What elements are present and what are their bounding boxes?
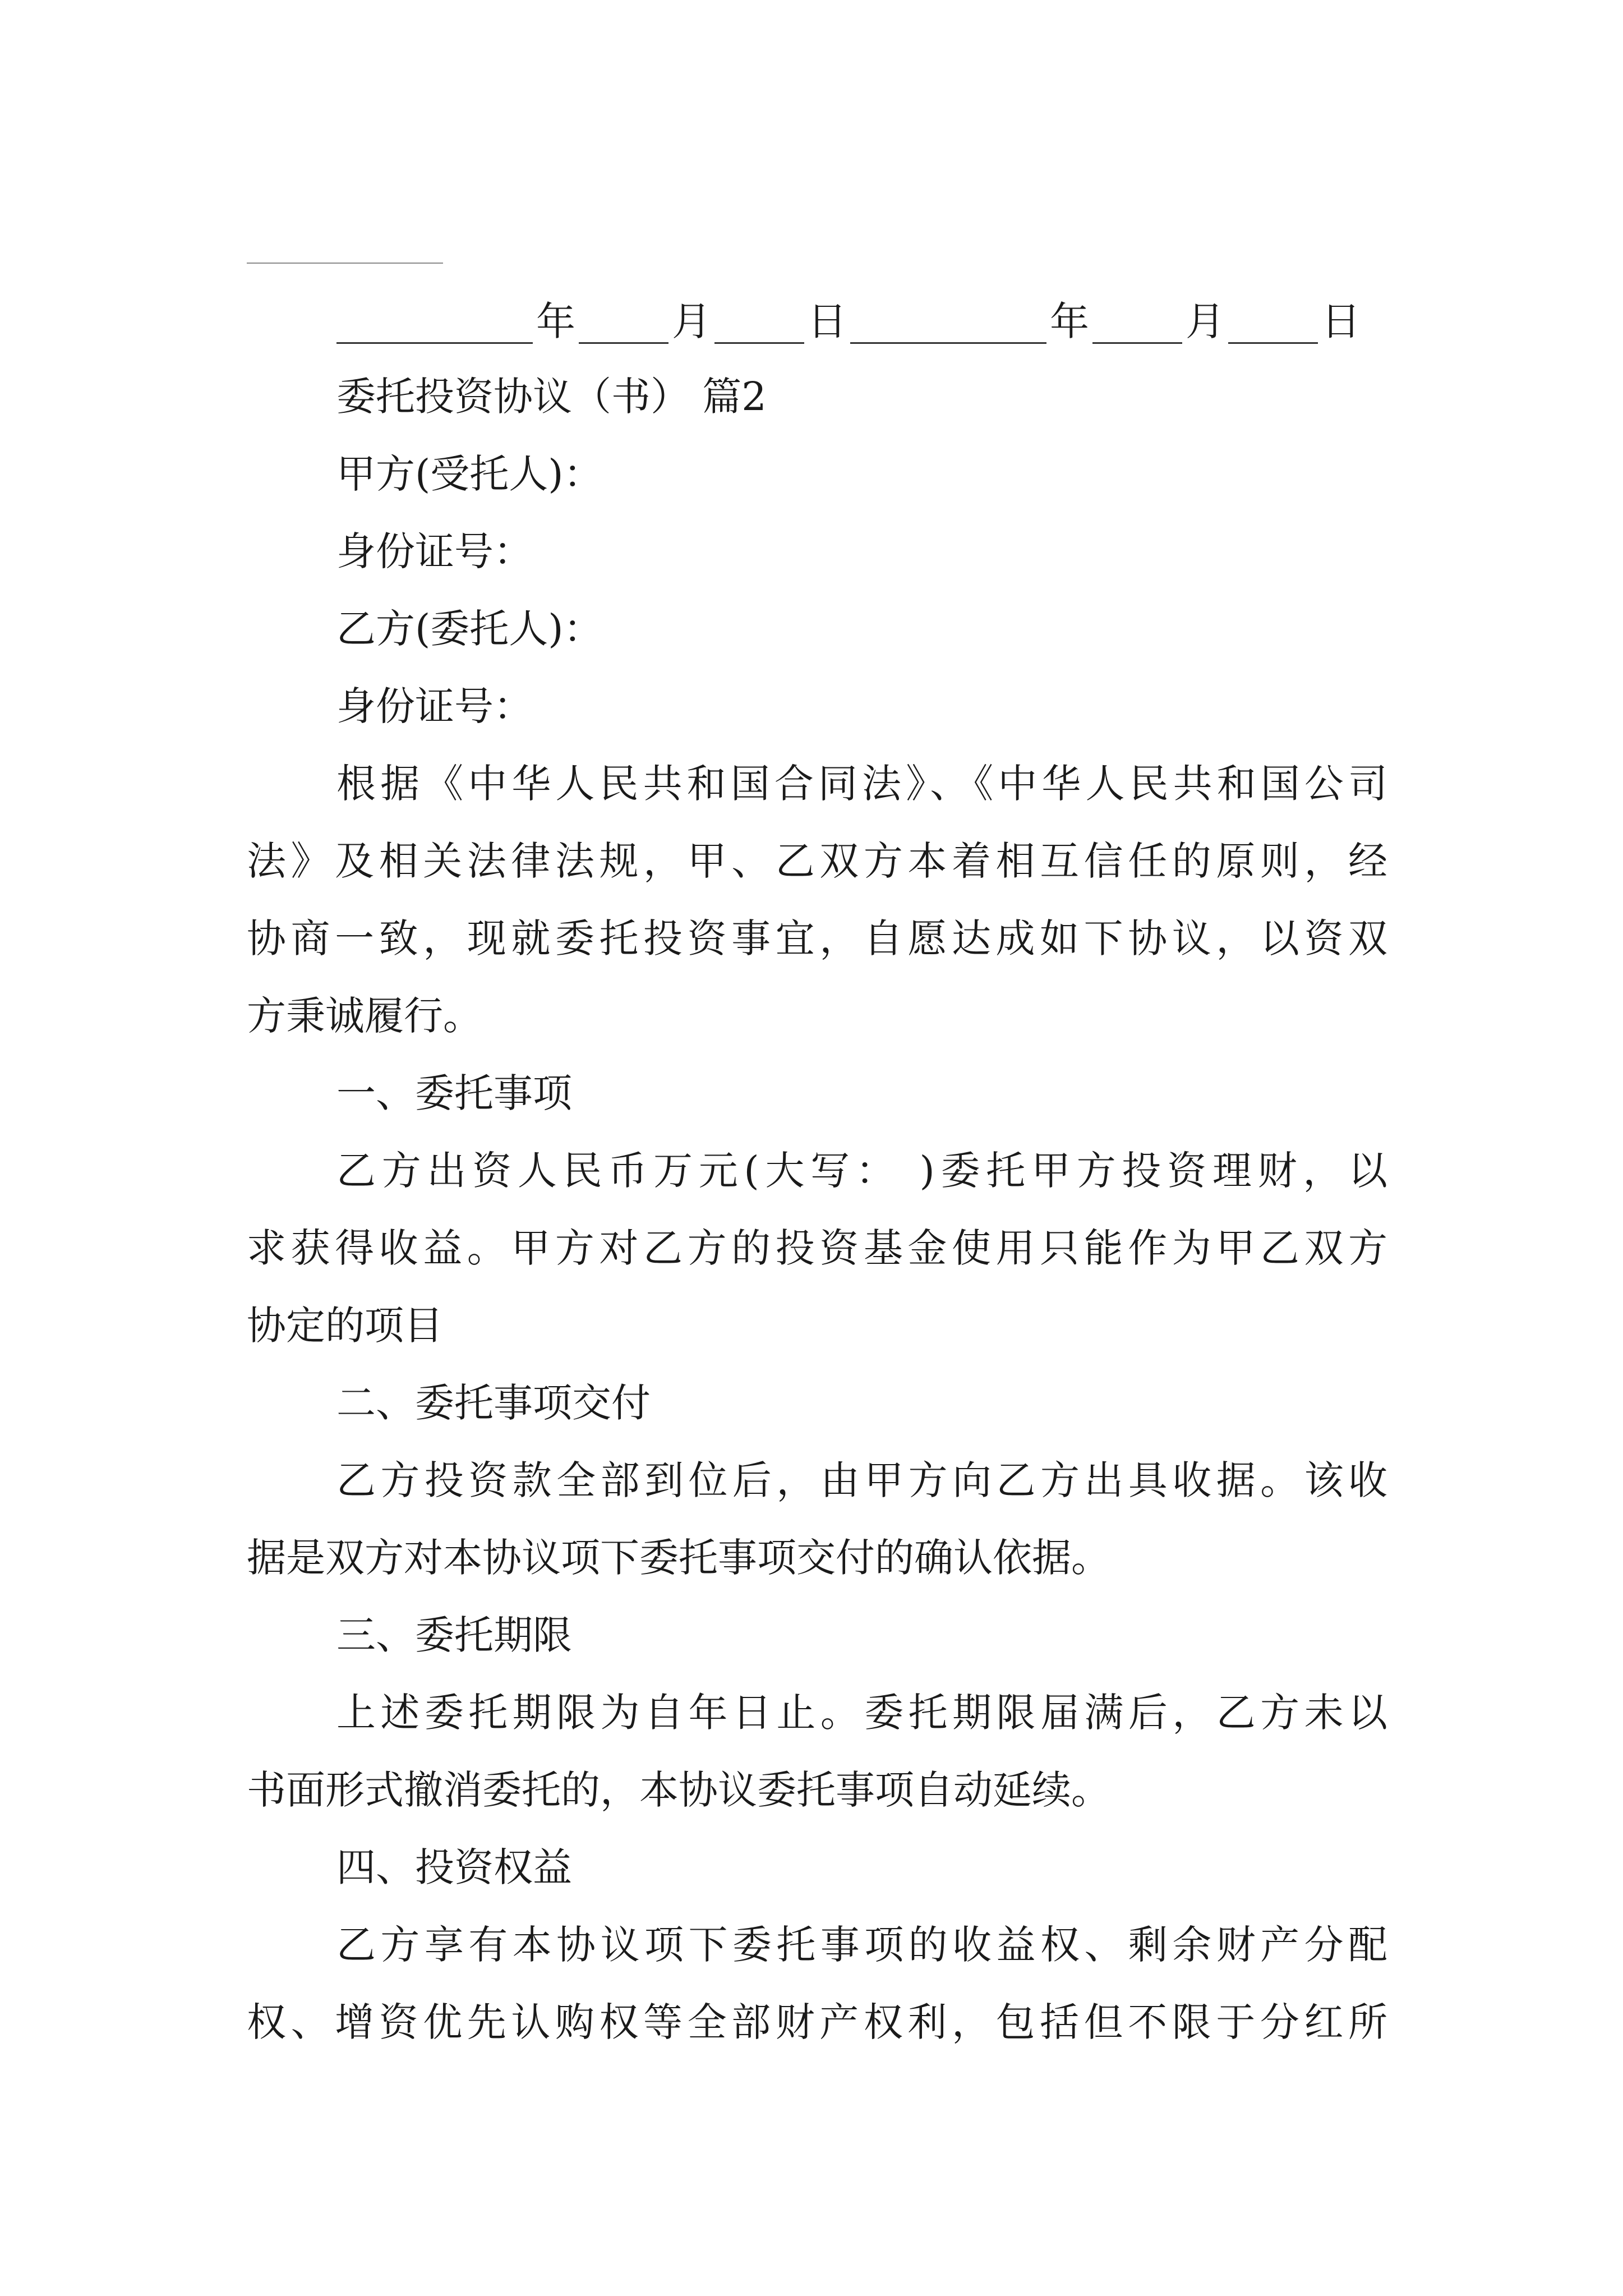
day-label: 日	[1321, 298, 1361, 344]
preamble-line: 根据《中华人民共和国合同法》、《中华人民共和国公司	[336, 761, 1387, 807]
paragraph-line: 乙方投资款全部到位后，由甲方向乙方出具收据。该收	[336, 1457, 1387, 1503]
day-label: 日	[808, 298, 847, 344]
preamble-line: 方秉诚履行。	[247, 993, 482, 1039]
party-a-id-label: 身份证号：	[336, 528, 533, 574]
year-label: 年	[1050, 298, 1089, 344]
preamble-line: 法》及相关法律法规，甲、乙双方本着相互信任的原则，经	[247, 838, 1387, 884]
header-rule	[247, 263, 443, 264]
day-blank	[1228, 305, 1318, 344]
month-label: 月	[672, 298, 711, 344]
year-label: 年	[536, 298, 575, 344]
paragraph-line: 协定的项目	[247, 1303, 443, 1349]
month-blank	[1092, 305, 1182, 344]
section-heading: 三、委托期限	[336, 1612, 572, 1658]
section-heading: 一、委托事项	[336, 1070, 572, 1116]
paragraph-line: 乙方出资人民币万元(大写： )委托甲方投资理财，以	[336, 1148, 1387, 1194]
document-title: 委托投资协议（书） 篇2	[336, 374, 767, 420]
paragraph-line: 上述委托期限为自年日止。委托期限届满后，乙方未以	[336, 1690, 1387, 1736]
paragraph-line: 书面形式撤消委托的，本协议委托事项自动延续。	[247, 1767, 1110, 1813]
day-blank	[714, 305, 804, 344]
party-b-label: 乙方(委托人)：	[336, 606, 603, 652]
year-blank	[336, 305, 533, 344]
party-b-id-label: 身份证号：	[336, 683, 533, 729]
signature-date-row	[336, 299, 1364, 344]
paragraph-line: 乙方享有本协议项下委托事项的收益权、剩余财产分配	[336, 1922, 1387, 1968]
month-blank	[579, 305, 668, 344]
preamble-line: 协商一致，现就委托投资事宜，自愿达成如下协议，以资双	[247, 915, 1387, 961]
paragraph-line: 求获得收益。甲方对乙方的投资基金使用只能作为甲乙双方	[247, 1225, 1387, 1271]
paragraph-line: 权、增资优先认购权等全部财产权利，包括但不限于分红所	[247, 1999, 1387, 2045]
month-label: 月	[1186, 298, 1225, 344]
party-a-label: 甲方(受托人)：	[336, 451, 603, 497]
section-heading: 二、委托事项交付	[336, 1380, 651, 1426]
year-blank	[850, 305, 1046, 344]
section-heading: 四、投资权益	[336, 1844, 572, 1890]
paragraph-line: 据是双方对本协议项下委托事项交付的确认依据。	[247, 1535, 1110, 1581]
